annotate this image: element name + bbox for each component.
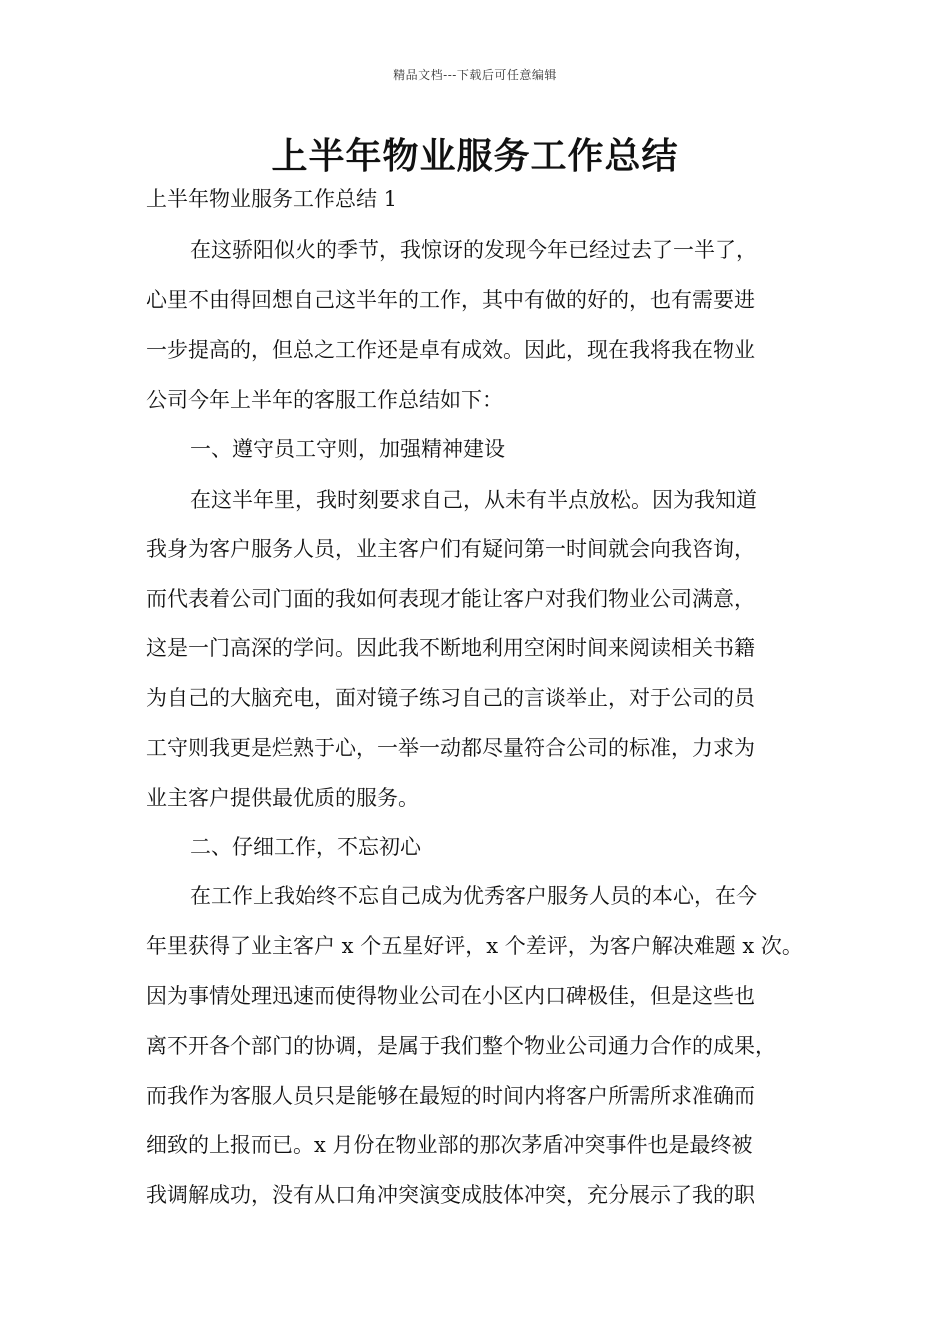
paragraph-line: 年里获得了业主客户 x 个五星好评，x 个差评，为客户解决难题 x 次。 — [146, 934, 803, 958]
paragraph-line: 我调解成功，没有从口角冲突演变成肢体冲突，充分展示了我的职 — [146, 1183, 755, 1207]
paragraph-line: 一步提高的，但总之工作还是卓有成效。因此，现在我将我在物业 — [146, 338, 755, 362]
paragraph-line: 细致的上报而已。x 月份在物业部的那次茅盾冲突事件也是最终被 — [146, 1133, 753, 1157]
paragraph-line: 因为事情处理迅速而使得物业公司在小区内口碑极佳，但是这些也 — [146, 984, 755, 1008]
paragraph-line: 而代表着公司门面的我如何表现才能让客户对我们物业公司满意， — [146, 587, 755, 611]
subtitle-line: 上半年物业服务工作总结 1 — [146, 187, 398, 211]
section-heading: 一、遵守员工守则，加强精神建设 — [190, 437, 505, 461]
paragraph-line: 而我作为客服人员只是能够在最短的时间内将客户所需所求准确而 — [146, 1084, 755, 1108]
paragraph-line: 在工作上我始终不忘自己成为优秀客户服务人员的本心，在今 — [190, 884, 757, 908]
paragraph-line: 我身为客户服务人员，业主客户们有疑问第一时间就会向我咨询， — [146, 537, 755, 561]
section-heading: 二、仔细工作，不忘初心 — [190, 835, 421, 859]
paragraph-line: 工守则我更是烂熟于心，一举一动都尽量符合公司的标准，力求为 — [146, 736, 755, 760]
paragraph-line: 心里不由得回想自己这半年的工作，其中有做的好的，也有需要进 — [146, 288, 755, 312]
paragraph-line: 在这半年里，我时刻要求自己，从未有半点放松。因为我知道 — [190, 488, 757, 512]
header-note: 精品文档---下载后可任意编辑 — [393, 68, 557, 82]
paragraph-line: 这是一门高深的学问。因此我不断地利用空闲时间来阅读相关书籍 — [146, 636, 755, 660]
paragraph-line: 在这骄阳似火的季节，我惊讶的发现今年已经过去了一半了， — [190, 238, 757, 262]
document-title: 上半年物业服务工作总结 — [271, 135, 679, 177]
paragraph-line: 离不开各个部门的协调，是属于我们整个物业公司通力合作的成果， — [146, 1034, 776, 1058]
paragraph-line: 公司今年上半年的客服工作总结如下： — [146, 388, 503, 412]
paragraph-line: 业主客户提供最优质的服务。 — [146, 786, 419, 810]
paragraph-line: 为自己的大脑充电，面对镜子练习自己的言谈举止，对于公司的员 — [146, 686, 755, 710]
